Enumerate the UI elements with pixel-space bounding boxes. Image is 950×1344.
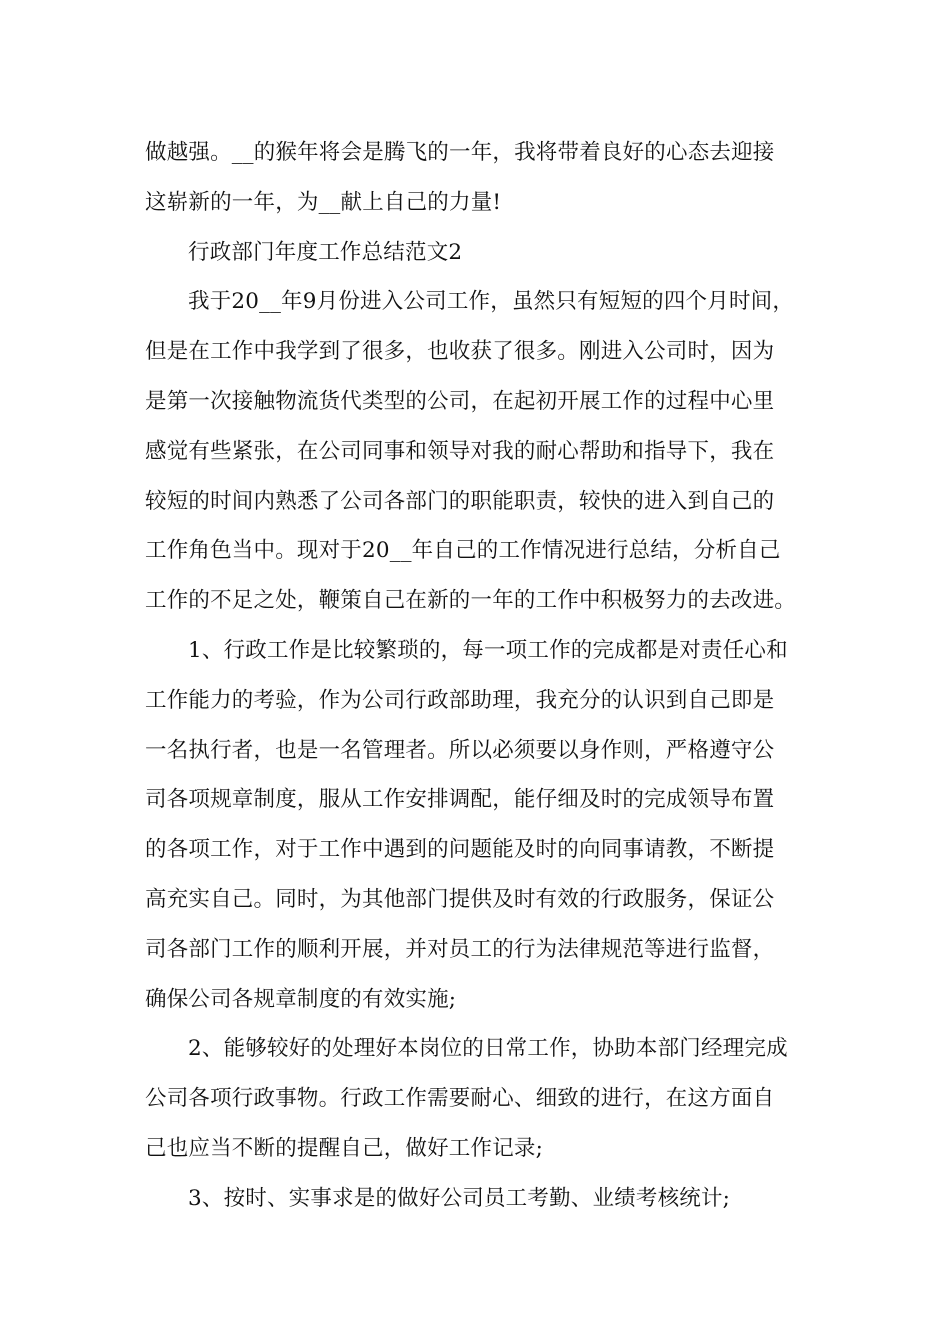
text-line: 是第一次接触物流货代类型的公司，在起初开展工作的过程中心里 — [145, 388, 775, 414]
text-line: 司各项规章制度，服从工作安排调配，能仔细及时的完成领导布置 — [145, 787, 775, 813]
text-line: 确保公司各规章制度的有效实施; — [145, 986, 457, 1012]
text-line: 但是在工作中我学到了很多，也收获了很多。刚进入公司时，因为 — [145, 339, 775, 365]
text-line: 工作角色当中。现对于20__年自己的工作情况进行总结，分析自己 — [145, 538, 781, 564]
text-line: 公司各项行政事物。行政工作需要耐心、细致的进行，在这方面自 — [145, 1086, 775, 1112]
text-line: 一名执行者，也是一名管理者。所以必须要以身作则，严格遵守公 — [145, 737, 775, 763]
paragraph-start-line: 我于20__年9月份进入公司工作，虽然只有短短的四个月时间， — [188, 289, 795, 315]
text-line: 这崭新的一年，为__献上自己的力量! — [145, 189, 502, 215]
list-item-start-line: 2、能够较好的处理好本岗位的日常工作，协助本部门经理完成 — [188, 1036, 788, 1062]
text-line: 工作能力的考验，作为公司行政部助理，我充分的认识到自己即是 — [145, 687, 775, 713]
text-line: 工作的不足之处，鞭策自己在新的一年的工作中积极努力的去改进。 — [145, 588, 797, 614]
text-line: 高充实自己。同时，为其他部门提供及时有效的行政服务，保证公 — [145, 886, 775, 912]
document-body — [145, 128, 815, 1224]
text-line: 己也应当不断的提醒自己，做好工作记录; — [145, 1135, 544, 1161]
text-line: 司各部门工作的顺利开展，并对员工的行为法律规范等进行监督， — [145, 936, 775, 962]
list-item-start-line: 1、行政工作是比较繁琐的，每一项工作的完成都是对责任心和 — [188, 637, 788, 663]
text-line: 的各项工作，对于工作中遇到的问题能及时的向同事请教，不断提 — [145, 837, 775, 863]
text-line: 做越强。__的猴年将会是腾飞的一年，我将带着良好的心态去迎接 — [145, 140, 775, 165]
text-line: 较短的时间内熟悉了公司各部门的职能职责，较快的进入到自己的 — [145, 488, 775, 514]
text-line: 感觉有些紧张，在公司同事和领导对我的耐心帮助和指导下，我在 — [145, 438, 775, 464]
section-heading: 行政部门年度工作总结范文2 — [188, 239, 463, 265]
list-item-start-line: 3、按时、实事求是的做好公司员工考勤、业绩考核统计; — [188, 1185, 731, 1211]
